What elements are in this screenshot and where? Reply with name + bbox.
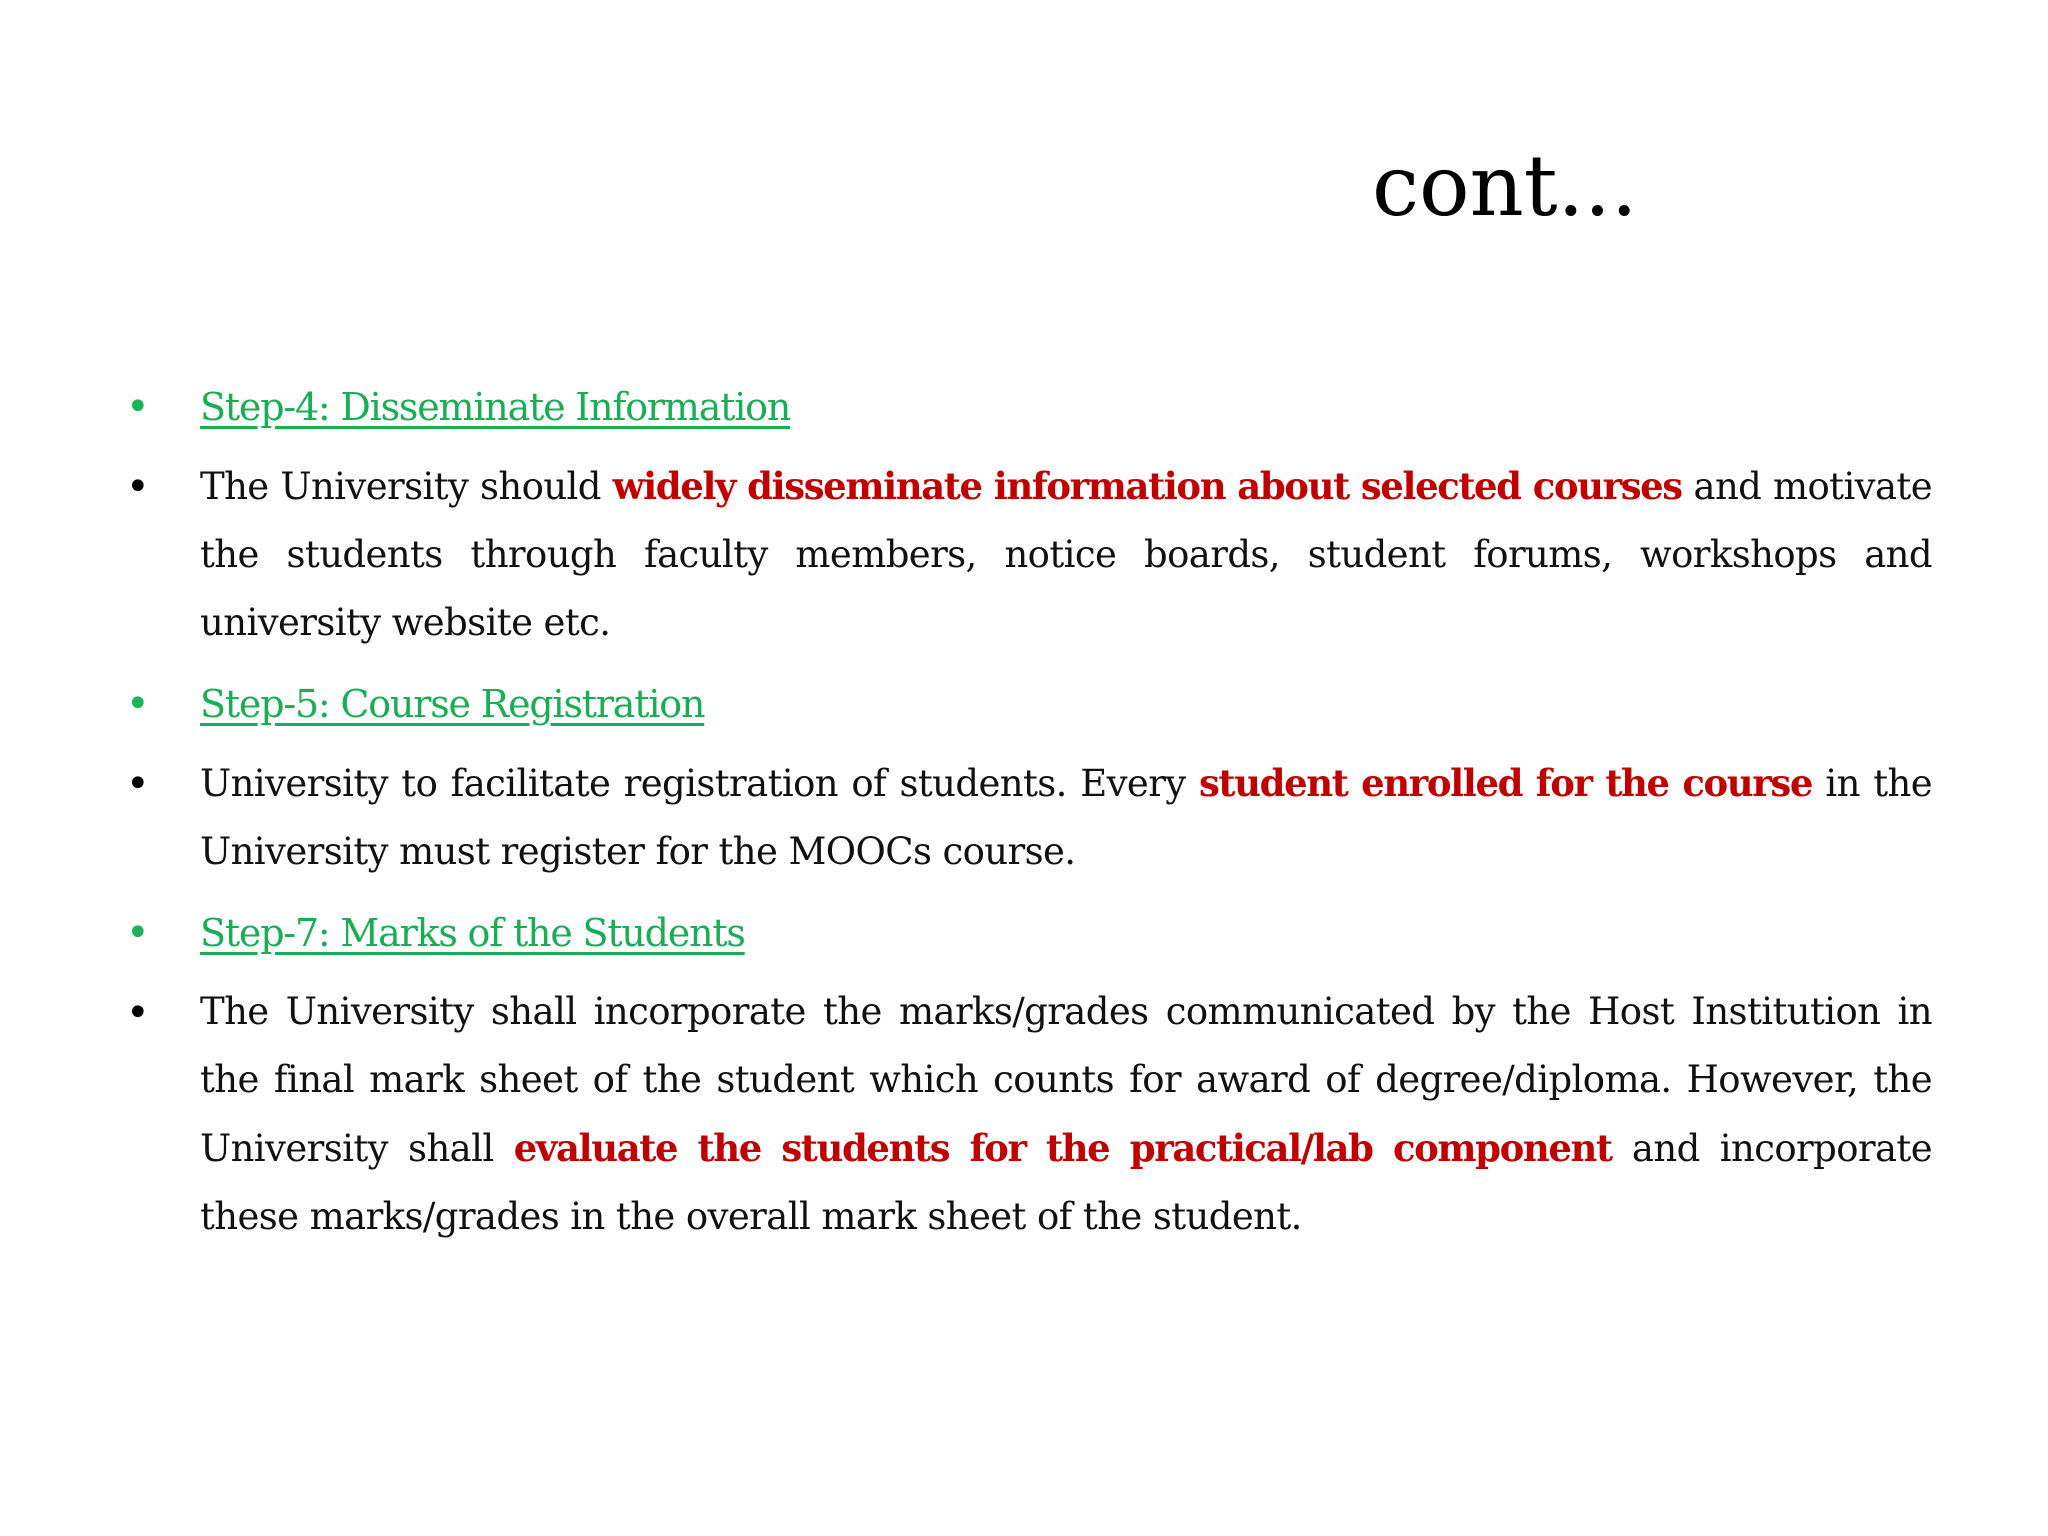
bullet-step7-heading xyxy=(122,898,1932,968)
bullet-step4-heading xyxy=(122,372,1932,442)
bullet-step5-heading xyxy=(122,669,1932,739)
step4-heading: Step-4: Disseminate Information xyxy=(200,385,791,429)
step5-highlight: student enrolled for the course xyxy=(1199,761,1812,805)
step4-highlight: widely disseminate information about selected courses xyxy=(612,464,1682,508)
step7-text-part1: The University shall incorporate the marks/grades communicated by the Host Institution in the final mark sheet of the student which counts for award of degree/diploma. However, the University shall xyxy=(200,990,1932,1170)
bullet-icon: • xyxy=(126,761,150,807)
step5-text-part2: in the University must register for the MOOCs course. xyxy=(200,762,1932,873)
slide-title: cont... xyxy=(1372,137,1638,235)
bullet-icon: • xyxy=(126,990,150,1036)
step5-text-part1: University to facilitate registration of students. Every xyxy=(200,762,1199,805)
bullet-step4-text xyxy=(122,452,1932,657)
bullet-icon: • xyxy=(126,910,150,956)
step4-paragraph xyxy=(200,452,1932,657)
bullet-step7-text xyxy=(122,978,1932,1251)
step7-heading: Step-7: Marks of the Students xyxy=(200,911,745,955)
bullet-icon: • xyxy=(126,384,150,430)
step4-text-part1: The University should xyxy=(200,465,613,508)
step4-text-part2: and motivate the students through faculty members, notice boards, student forums, workshops and university website etc. xyxy=(200,465,1933,644)
step7-paragraph xyxy=(200,978,1932,1251)
bullet-icon: • xyxy=(126,681,150,727)
bullet-icon: • xyxy=(126,464,150,510)
step5-heading: Step-5: Course Registration xyxy=(200,682,705,726)
step7-text-part2: and incorporate these marks/grades in the overall mark sheet of the student. xyxy=(200,1127,1933,1238)
slide-content xyxy=(122,372,1932,1263)
bullet-step5-text xyxy=(122,749,1932,886)
step7-highlight: evaluate the students for the practical/lab component xyxy=(513,1126,1612,1170)
step5-paragraph xyxy=(200,749,1932,886)
